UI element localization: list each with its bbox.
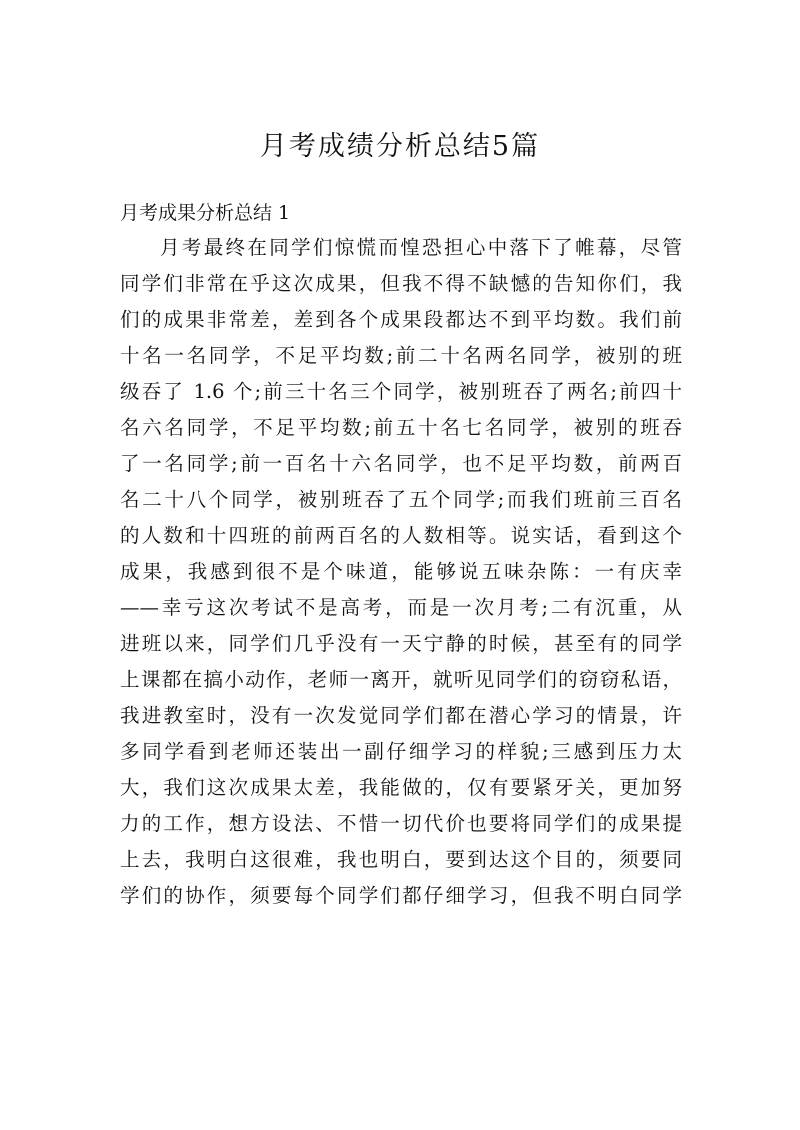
paragraph-line: 上课都在搞小动作，老师一离开，就听见同学们的窃窃私语，: [120, 668, 682, 691]
section-heading: 月考成果分析总结 1: [120, 202, 291, 224]
paragraph-line: 力的工作，想方设法、不惜一切代价也要将同学们的成果提: [120, 812, 682, 835]
paragraph-line: 名二十八个同学，被别班吞了五个同学;而我们班前三百名: [120, 488, 682, 511]
paragraph-line: 多同学看到老师还装出一副仔细学习的样貌;三感到压力太: [120, 740, 682, 763]
paragraph-line: 名六名同学，不足平均数;前五十名七名同学，被别的班吞: [120, 416, 682, 439]
paragraph-line: 成果，我感到很不是个味道，能够说五味杂陈：一有庆幸: [120, 560, 682, 583]
paragraph-line: 月考最终在同学们惊慌而惶恐担心中落下了帷幕，尽管: [160, 236, 682, 259]
paragraph-line: 上去，我明白这很难，我也明白，要到达这个目的，须要同: [120, 848, 682, 871]
paragraph-line: 同学们非常在乎这次成果，但我不得不缺憾的告知你们，我: [120, 272, 682, 295]
body-paragraph: [120, 230, 682, 914]
paragraph-line: 十名一名同学，不足平均数;前二十名两名同学，被别的班: [120, 344, 682, 367]
paragraph-line: 们的成果非常差，差到各个成果段都达不到平均数。我们前: [120, 308, 682, 331]
document-title: 月考成绩分析总结5篇: [259, 131, 541, 162]
paragraph-line: 的人数和十四班的前两百名的人数相等。说实话，看到这个: [120, 524, 682, 547]
paragraph-line: 学们的协作，须要每个同学们都仔细学习，但我不明白同学: [120, 884, 682, 907]
paragraph-line: 我进教室时，没有一次发觉同学们都在潜心学习的情景，许: [120, 704, 682, 727]
paragraph-line: 大，我们这次成果太差，我能做的，仅有要紧牙关，更加努: [120, 776, 682, 799]
paragraph-line: 进班以来，同学们几乎没有一天宁静的时候，甚至有的同学: [120, 632, 682, 655]
paragraph-line: ——幸亏这次考试不是高考，而是一次月考;二有沉重，从: [120, 596, 682, 619]
paragraph-line: 级吞了 1.6 个;前三十名三个同学，被别班吞了两名;前四十: [120, 380, 682, 403]
paragraph-line: 了一名同学;前一百名十六名同学，也不足平均数，前两百: [120, 452, 682, 475]
